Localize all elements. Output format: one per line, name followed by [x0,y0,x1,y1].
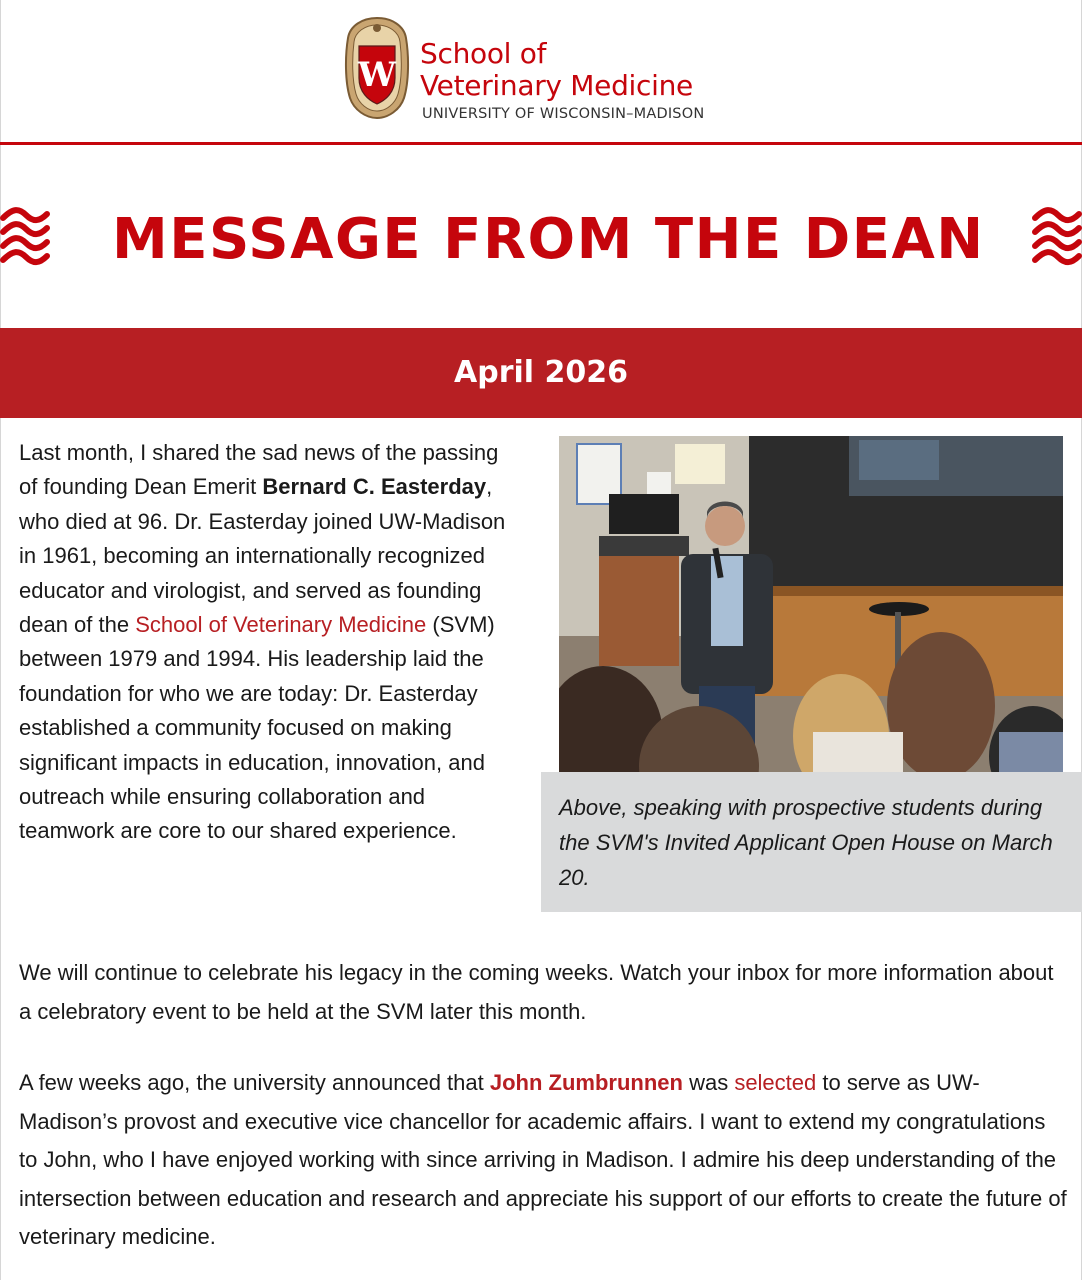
photo-illustration [559,436,1063,772]
paragraph-text: Last month, I shared the sad news of the passing of founding Dean Emerit [19,440,499,500]
bold-name-easterday: Bernard C. Easterday [262,474,487,500]
photo-caption: Above, speaking with prospective students during the SVM's Invited Applicant Open House on March 20. [559,795,1053,890]
selected-link[interactable]: selected [734,1070,817,1095]
school-logo[interactable] [342,14,762,124]
paragraph-provost [19,1064,1069,1257]
dean-speaking-photo [559,436,1063,772]
john-zumbrunnen-link[interactable]: John Zumbrunnen [489,1070,683,1095]
paragraph-text: (SVM) between 1979 and 1994. His leadership laid the foundation for who we are today: Dr. Easterday established a community focused on making significant impacts in education, innovation, and outreach while ensuring collaboration and teamwork are core to our shared experience. [19,612,495,844]
header-divider [0,142,1082,145]
paragraph-text: , who died at 96. Dr. Easterday joined UW-Madison in 1961, becoming an internationally recognized educator and virologist, and served as founding dean of the [19,474,506,638]
paragraph-easterday [19,436,519,849]
logo-veterinary-medicine: Veterinary Medicine [420,69,693,102]
dean-message-banner [0,198,1082,280]
banner-title: MESSAGE FROM THE DEAN [112,207,985,272]
wave-ornament-right-icon [1032,204,1082,272]
wave-ornament-left-icon [0,204,50,272]
logo-university-name: UNIVERSITY OF WISCONSIN–MADISON [422,106,705,122]
paragraph-text: A few weeks ago, the university announced that [19,1070,490,1095]
uw-crest-icon [342,16,412,120]
paragraph-text: to serve as UW-Madison’s provost and executive vice chancellor for academic affairs. I want to extend my congratulations to John, who I have enjoyed working with since arriving in Madison. I admire his deep understanding of the intersection between education and research and appreciate his support of our efforts to create the future of veterinary medicine. [19,1070,1067,1250]
issue-date: April 2026 [454,355,628,390]
date-bar [0,328,1082,418]
paragraph-text: was [682,1070,735,1095]
svm-link[interactable]: School of Veterinary Medicine [135,612,427,638]
logo-school-of: School of [420,37,547,70]
svg-text:W: W [357,55,397,95]
photo-caption-box [541,772,1082,912]
paragraph-legacy: We will continue to celebrate his legacy in the coming weeks. Watch your inbox for more information about a celebratory event to be held at the SVM later this month. [19,960,1054,1024]
